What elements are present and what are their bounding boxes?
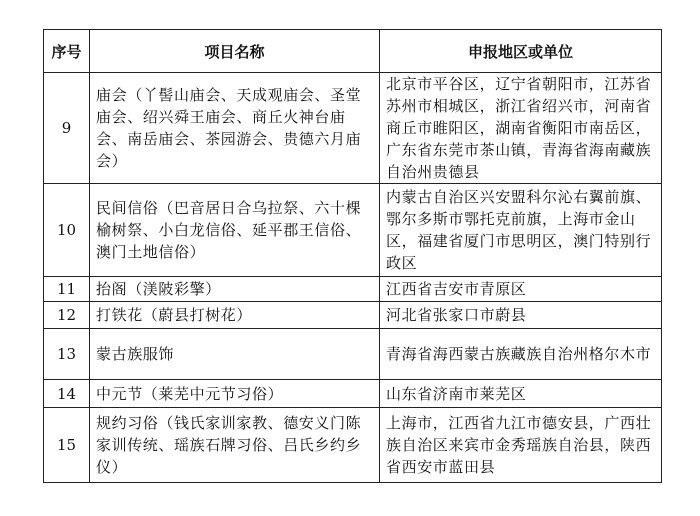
row-region: 青海省海西蒙古族藏族自治州格尔木市 — [380, 329, 662, 380]
header-serial-number: 序号 — [44, 30, 90, 73]
row-number: 10 — [44, 184, 90, 277]
row-project-name: 民间信俗（巴音居日合乌拉祭、六十棵榆树祭、小白龙信俗、延平郡王信俗、澳门土地信俗） — [90, 184, 380, 277]
row-project-name: 打铁花（蔚县打树花） — [90, 302, 380, 329]
row-region: 北京市平谷区，辽宁省朝阳市，江苏省苏州市相城区，浙江省绍兴市，河南省商丘市睢阳区，湖南省衡阳市南岳区，广东省东莞市茶山镇，青海省海南藏族自治州贵德县 — [380, 73, 662, 184]
row-project-name: 中元节（莱芜中元节习俗） — [90, 380, 380, 408]
table-row — [44, 184, 662, 277]
table-header-row — [44, 30, 662, 73]
header-project-name: 项目名称 — [90, 30, 380, 73]
row-number: 13 — [44, 329, 90, 380]
heritage-table — [43, 29, 662, 483]
row-region: 河北省张家口市蔚县 — [380, 302, 662, 329]
row-number: 11 — [44, 277, 90, 302]
row-project-name: 庙会（丫髻山庙会、天成观庙会、圣堂庙会、绍兴舜王庙会、商丘火神台庙会、南岳庙会、茶园游会、贵德六月庙会） — [90, 73, 380, 184]
row-number: 12 — [44, 302, 90, 329]
row-project-name: 抬阁（渼陂彩擎） — [90, 277, 380, 302]
table-row — [44, 73, 662, 184]
row-project-name: 规约习俗（钱氏家训家教、德安义门陈家训传统、瑶族石牌习俗、吕氏乡约乡仪） — [90, 408, 380, 483]
row-number: 9 — [44, 73, 90, 184]
row-number: 14 — [44, 380, 90, 408]
row-region: 江西省吉安市青原区 — [380, 277, 662, 302]
heritage-table-container — [43, 29, 661, 483]
table-row — [44, 408, 662, 483]
row-region: 内蒙古自治区兴安盟科尔沁右翼前旗、鄂尔多斯市鄂托克前旗，上海市金山区，福建省厦门市思明区，澳门特别行政区 — [380, 184, 662, 277]
table-row — [44, 380, 662, 408]
row-number: 15 — [44, 408, 90, 483]
header-region: 申报地区或单位 — [380, 30, 662, 73]
row-region: 上海市，江西省九江市德安县，广西壮族自治区来宾市金秀瑶族自治县，陕西省西安市蓝田县 — [380, 408, 662, 483]
row-region: 山东省济南市莱芜区 — [380, 380, 662, 408]
row-project-name: 蒙古族服饰 — [90, 329, 380, 380]
table-row — [44, 302, 662, 329]
table-row — [44, 277, 662, 302]
table-row — [44, 329, 662, 380]
